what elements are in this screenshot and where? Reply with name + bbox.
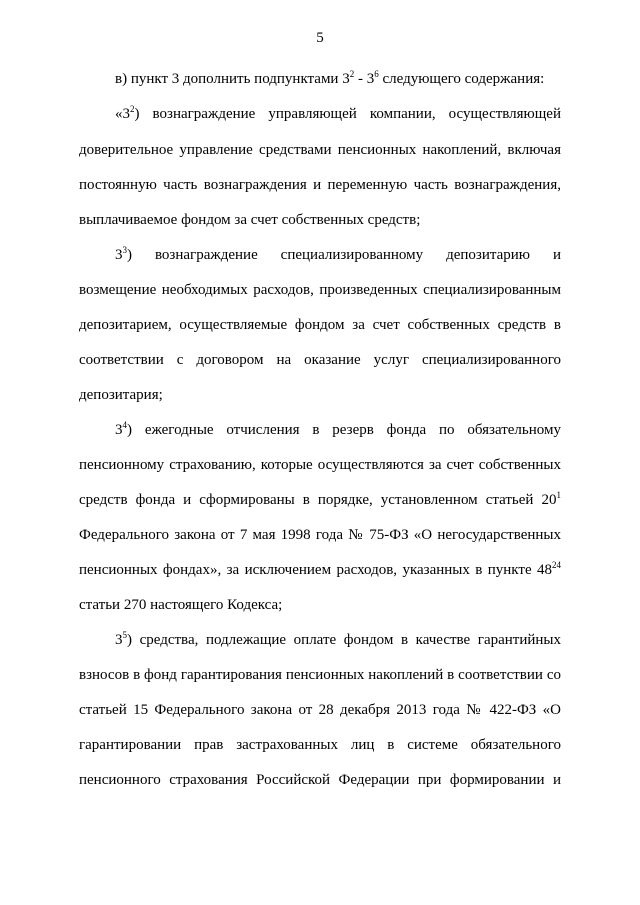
superscript: 1 — [556, 490, 561, 500]
text-segment: 3 — [115, 422, 123, 438]
text-segment: средств фонда и сформированы в порядке, установленном статьей 20 — [79, 492, 557, 508]
text-line — [115, 104, 561, 124]
text-line: Федерального закона от 7 мая 1998 года № 75-ФЗ «О негосударственных — [79, 527, 561, 543]
text-line: взносов в фонд гарантирования пенсионных накоплений в соответствии со — [79, 667, 561, 683]
text-line: постоянную часть вознаграждения и переменную часть вознаграждения, — [79, 177, 561, 193]
text-segment: пенсионных фондах», за исключением расходов, указанных в пункте 48 — [79, 562, 552, 578]
superscript: 5 — [122, 630, 127, 640]
text-line: выплачиваемое фондом за счет собственных средств; — [79, 212, 421, 228]
text-segment: ) вознаграждение специализированному депозитарию и — [127, 247, 561, 263]
text-line — [79, 560, 561, 580]
text-segment: ) ежегодные отчисления в резерв фонда по обязательному — [127, 422, 561, 438]
text-line — [115, 245, 561, 265]
superscript: 2 — [130, 104, 135, 114]
text-segment: - 3 — [354, 71, 375, 87]
text-line: статьей 15 Федерального закона от 28 декабря 2013 года № 422-ФЗ «О — [79, 702, 561, 718]
text-segment: в) пункт 3 дополнить подпунктами 3 — [115, 71, 350, 87]
superscript: 3 — [122, 245, 127, 255]
text-line: гарантировании прав застрахованных лиц в системе обязательного — [79, 737, 561, 753]
text-line: возмещение необходимых расходов, произведенных специализированным — [79, 282, 561, 298]
text-segment: следующего содержания: — [378, 71, 545, 87]
text-line: депозитарием, осуществляемые фондом за счет собственных средств в — [79, 317, 561, 333]
text-segment: «3 — [115, 106, 130, 122]
text-line: пенсионному страхованию, которые осуществляются за счет собственных — [79, 457, 561, 473]
text-line — [115, 630, 561, 650]
text-line — [115, 420, 561, 440]
page-number: 5 — [316, 30, 324, 46]
text-line: депозитария; — [79, 387, 163, 403]
text-line: статьи 270 настоящего Кодекса; — [79, 597, 283, 613]
text-line: доверительное управление средствами пенсионных накоплений, включая — [79, 142, 561, 158]
text-line: соответствии с договором на оказание услуг специализированного — [79, 352, 561, 368]
text-segment: ) средства, подлежащие оплате фондом в качестве гарантийных — [127, 632, 561, 648]
text-line — [115, 69, 561, 89]
superscript: 24 — [552, 560, 561, 570]
text-line — [79, 490, 561, 510]
superscript: 2 — [349, 69, 355, 79]
superscript: 4 — [122, 420, 127, 430]
superscript: 6 — [374, 69, 379, 79]
text-segment: 3 — [115, 247, 123, 263]
text-segment: ) вознаграждение управляющей компании, осуществляющей — [134, 106, 561, 122]
text-segment: 3 — [115, 632, 123, 648]
text-line: пенсионного страхования Российской Федерации при формировании и — [79, 772, 561, 788]
